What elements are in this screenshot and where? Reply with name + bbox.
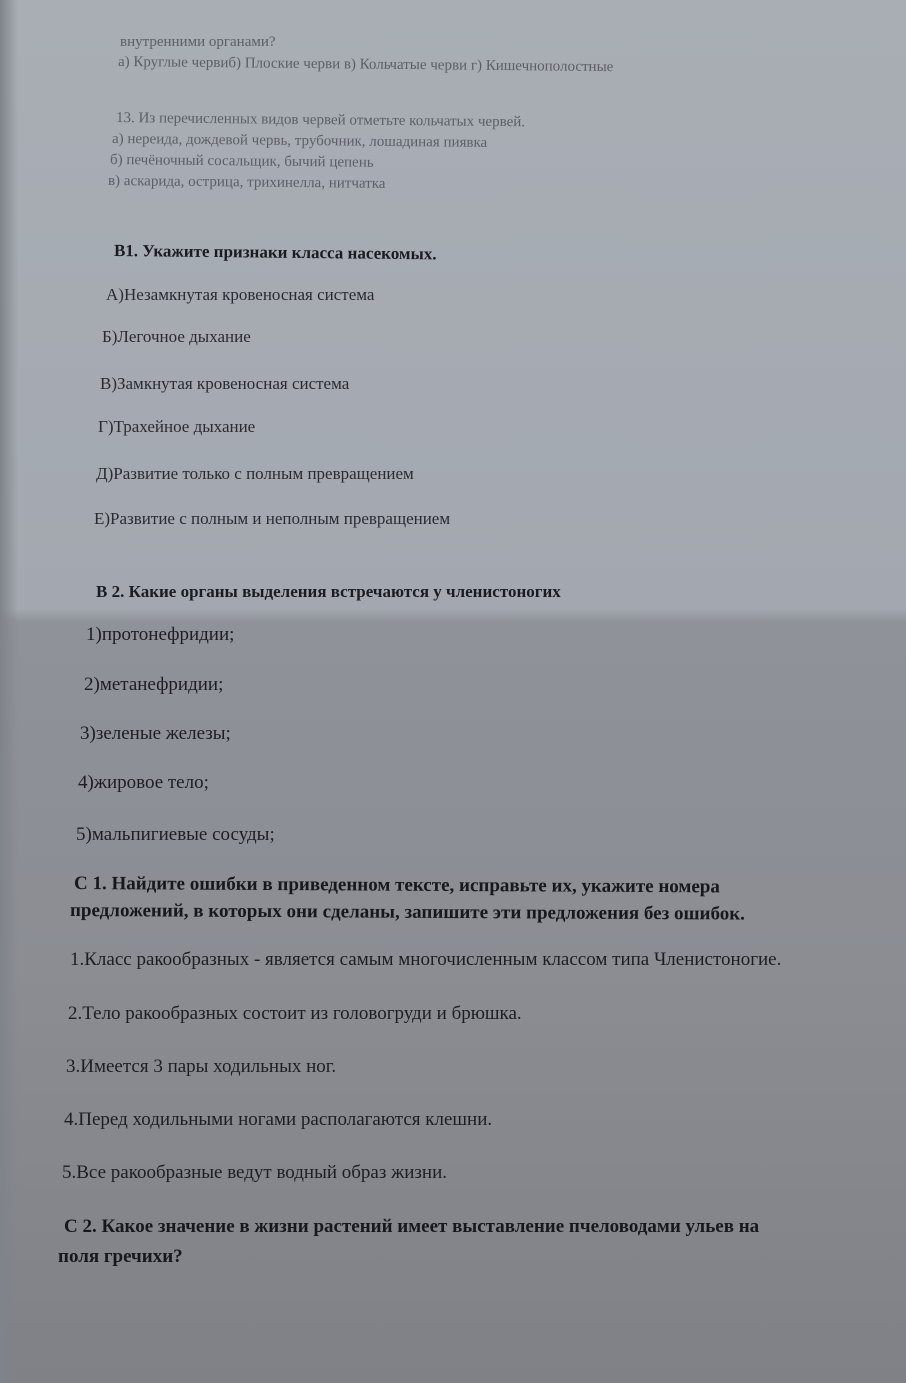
- b2-title: В 2. Какие органы выделения встречаются у членистоногих: [96, 582, 561, 601]
- c1-sentence: 3.Имеется 3 пары ходильных ног.: [66, 1056, 337, 1077]
- q13-title: 13. Из перечисленных видов червей отметьте кольчатых червей.: [115, 110, 526, 131]
- q13-option-c: в) аскарида, острица, трихинелла, нитчатка: [107, 173, 386, 192]
- b2-option: 5)мальпигиевые сосуды;: [76, 824, 275, 845]
- c1-sentence: 1.Класс ракообразных - является самым многочисленным классом типа Членистоногие.: [70, 949, 782, 970]
- c1-title-line1: С 1. Найдите ошибки в приведенном тексте, исправьте их, укажите номера: [73, 873, 720, 898]
- b2-option: 1)протонефридии;: [86, 624, 235, 645]
- b1-option: Д)Развитие только с полным превращением: [96, 464, 414, 483]
- q13-option-b: б) печёночный сосальщик, бычий цепень: [109, 152, 374, 171]
- q13-option-a: а) нереида, дождевой червь, трубочник, лошадиная пиявка: [111, 131, 488, 151]
- top-question-options: а) Круглые червиб) Плоские черви в) Кольчатые черви г) Кишечнополостные: [117, 54, 614, 76]
- b1-option: А)Незамкнутая кровеносная система: [106, 285, 375, 304]
- c2-title-line1: С 2. Какое значение в жизни растений имеет выставление пчеловодами ульев на: [64, 1216, 760, 1237]
- b1-option: Г)Трахейное дыхание: [98, 417, 256, 436]
- b2-option: 3)зеленые железы;: [80, 723, 231, 744]
- b2-option: 4)жировое тело;: [78, 772, 209, 793]
- b2-option: 2)метанефридии;: [84, 674, 224, 695]
- c1-sentence: 4.Перед ходильными ногами располагаются клешни.: [64, 1109, 493, 1130]
- page-shadow: [0, 0, 18, 1383]
- b1-title: В1. Укажите признаки класса насекомых.: [113, 241, 437, 264]
- c1-sentence: 5.Все ракообразные ведут водный образ жизни.: [62, 1162, 448, 1183]
- c1-sentence: 2.Тело ракообразных состоит из головогруди и брюшка.: [68, 1003, 522, 1024]
- c1-title-line2: предложений, в которых они сделаны, запишите эти предложения без ошибок.: [69, 900, 746, 925]
- b1-option: В)Замкнутая кровеносная система: [100, 374, 350, 393]
- b1-option: Б)Легочное дыхание: [102, 327, 251, 346]
- c2-title-line2: поля гречихи?: [58, 1246, 183, 1267]
- top-question-tail: внутренними органами?: [120, 34, 276, 50]
- b1-option: Е)Развитие с полным и неполным превращением: [94, 509, 451, 528]
